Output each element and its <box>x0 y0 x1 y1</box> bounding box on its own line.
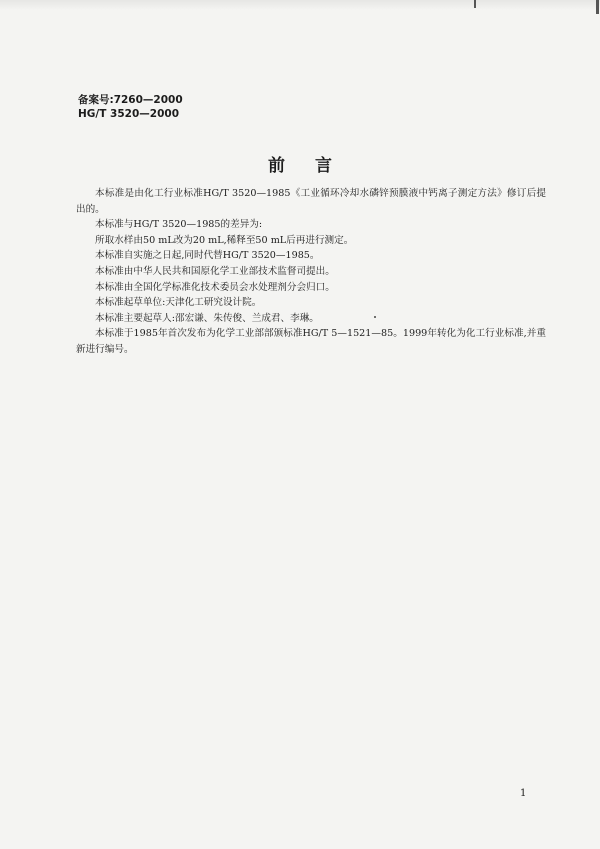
paragraph: 本标准于1985年首次发布为化学工业部部颁标准HG/T 5—1521—85。1999年转化为化工行业标准,并重新进行编号。 <box>76 328 546 355</box>
paragraph: 本标准与HG/T 3520—1985的差异为: <box>95 219 263 231</box>
scan-mark <box>596 0 599 14</box>
scan-speck <box>374 316 376 318</box>
paragraph: 本标准是由化工行业标准HG/T 3520—1985《工业循环冷却水磷锌预膜液中钙离子测定方法》修订后提出的。 <box>76 188 546 215</box>
paragraph: 本标准主要起草人:邵宏谦、朱传俊、兰成君、李琳。 <box>95 312 319 324</box>
page-title: 前言 <box>268 156 362 176</box>
page-number: 1 <box>520 788 527 799</box>
paragraph: 本标准起草单位:天津化工研究设计院。 <box>95 297 262 309</box>
standard-code: HG/T 3520—2000 <box>78 108 180 120</box>
scan-mark <box>474 0 476 8</box>
document-header <box>78 93 183 121</box>
filing-number: 备案号:7260—2000 <box>78 94 183 106</box>
paragraph: 所取水样由50 mL改为20 mL,稀释至50 mL后再进行测定。 <box>95 234 354 246</box>
paragraph: 本标准由中华人民共和国原化学工业部技术监督司提出。 <box>95 265 335 277</box>
paragraph: 本标准由全国化学标准化技术委员会水处理剂分会归口。 <box>95 281 335 293</box>
foreword-body <box>76 186 546 358</box>
paragraph: 本标准自实施之日起,同时代替HG/T 3520—1985。 <box>95 250 320 262</box>
scan-edge <box>0 0 600 10</box>
